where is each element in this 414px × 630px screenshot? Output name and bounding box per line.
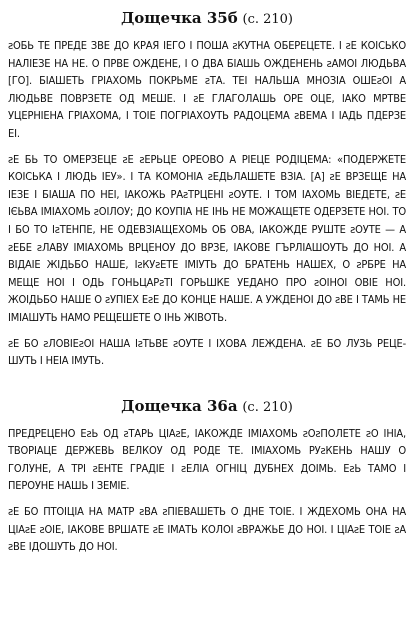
paragraph: ƨЕ БО ПТОІЦІА НА МАТР ƨВА ƨПІЕВАШЕТЬ О ДНЕ ТОІЕ. І ЖДЕХОМЬ ОНА НА ЦІАƨЕ ƨОІЕ, ІАКОВЕ ВРШАТЕ ƨЕ ІМАТЬ КОЛОІ ƨВРАЖЬЕ ДО НОІ. І ЦІАƨЕ ТОІЕ ƨА ƨВЕ ІДОШУТЬ ДО НОІ. [8, 505, 406, 554]
section-title: Дощечка 35б [120, 9, 238, 27]
paragraph: ПРЕДРЕЦЕНО ЕƨЬ ОД ƨТАРЬ ЦІАƨЕ, ІАКОЖДЕ ІМІАХОМЬ ƨОƨПОЛЕТЕ ƨО ІНІА, ТВОРІАЦЕ ДЕРЖЕВЬ ВЕЛКОУ ОД РОДЕ ТЕ. ІМІАХОМЬ РУƨКЕНЬ НАШУ О ГОЛУНЕ, А ТРІ ƨЕНТЕ ГРАДІЕ І ƨЕЛІА ОГНІЦ ДУБНЕХ ДОІМЬ. ЕƨЬ ТАМО І ПЕРОУНЕ НАШЬ І ЗЕМІЕ. [8, 426, 406, 493]
page-reference: (с. 210) [242, 12, 294, 27]
section-heading-35b [8, 8, 406, 30]
paragraph: ƨЕ БО ƨЛОВІЕƨОІ НАША ІƨТЬВЕ ƨОУТЕ І ІХОВА ЛЕЖДЕНА. ƨЕ БО ЛУЗЬ РЕЦЕ-ШУТЬ І НЕІА ІМУТЬ. [8, 336, 406, 368]
section-spacer [8, 378, 406, 396]
paragraph: ƨОБЬ ТЕ ПРЕДЕ ЗВЕ ДО КРАЯ ІЕГО І ПОША ƨКУТНА ОБЕРЕЦЕТЕ. І ƨЕ КОІСЬКО НАЛІЕЗЕ НА НЕ. О ПРВЕ ОЖДЕНЕ, І О ДВА БІАШЬ ОЖДЕНЕНЬ ƨАМОІ ЛЮДЬВА [ГО]. БІАШЕТЬ ГРІАХОМЬ ПОКРЬМЕ ƨТА. ТЕІ НАЛЬША МНОЗІА ОШЕƨОІ А ЛЮДЬВЕ ПОВРЗЕТЕ ОД МЕШЕ. І ƨЕ ГЛАГОЛАШЬ ОРЕ ОЦЕ, ІАКО МРТВЕ УЦЕРНІЕНА ГРІАХОМА, І ТОІЕ ПОГРІАХОУТЬ РАДОЦЕМА ƨВЕМА І ІАДЬ ПДЕРЗЕ ЕІ. [8, 39, 406, 140]
page-reference: (с. 210) [242, 399, 293, 415]
section-heading-36a [8, 396, 406, 418]
section-title: Дощечка 36а [121, 396, 238, 415]
paragraph: ƨЕ БЬ ТО ОМЕРЗЕЦЕ ƨЕ ƨЕРЬЦЕ ОРЕОВО А РІЕЦЕ РОДІЦЕМА: «ПОДЕРЖЕТЕ КОІСЬКА І ЛЮДЬ ІЕУ». І ТА КОМОНІА ƨЕДЬЛАШЕТЕ ВЗІА. [А] ƨЕ ВРЗЕЩЕ НА ІЕЗЕ І БІАША ПО НЕІ, ІАКОЖЬ РАƨТРЦЕНІ ƨОУТЕ. І ТОМ ІАХОМЬ ВІЕДЕТЕ, ƨЕ ІЄЬВА ІМІАХОМЬ ƨОІЛОУ; ДО КОУПІА НЕ ІНЬ НЕ МОЖАЩЕТЕ ОДЕРЗЕТЕ НОІ. ТО І БО ТО ІƨТЕНПЕ, НЕ ОДЕВЗІАЩЕХОМЬ ОБ ОВА, ІАКОЖДЕ РУШТЕ ƨОУТЕ — А ƨЕБЕ ƨЛАВУ ІМІАХОМЬ ВРЦЕНОУ ДО ВРЗЕ, ІАКОВЕ ГЪРЛІАШОУТЬ ДО НОІ. А ВІДАІЕ ЖІДЬБО НАШЕ, ІƨКУƨЕТЕ ІМІУТЬ ДО БРАТЕНЬ НАШЕХ, О ƨРБРЕ НА МЕЩЕ НОІ І ОДЬ ГОНЬЦАРƨТІ ГОРЬШКЕ УЕДАНО ПРО ƨОІНОІ ОВІЕ НОІ. ЖОІДЬБО НАШЕ О ƨУПІЕХ ЕƨЕ ДО КОНЦЕ НАШЕ. А УЖДЕНОІ ДО ƨВЕ І ТАМЬ НЕ ІМІАШУТЬ НАМО РЕЩЕШЕТЕ О ІНЬ ЖІВОТЬ. [8, 152, 406, 324]
